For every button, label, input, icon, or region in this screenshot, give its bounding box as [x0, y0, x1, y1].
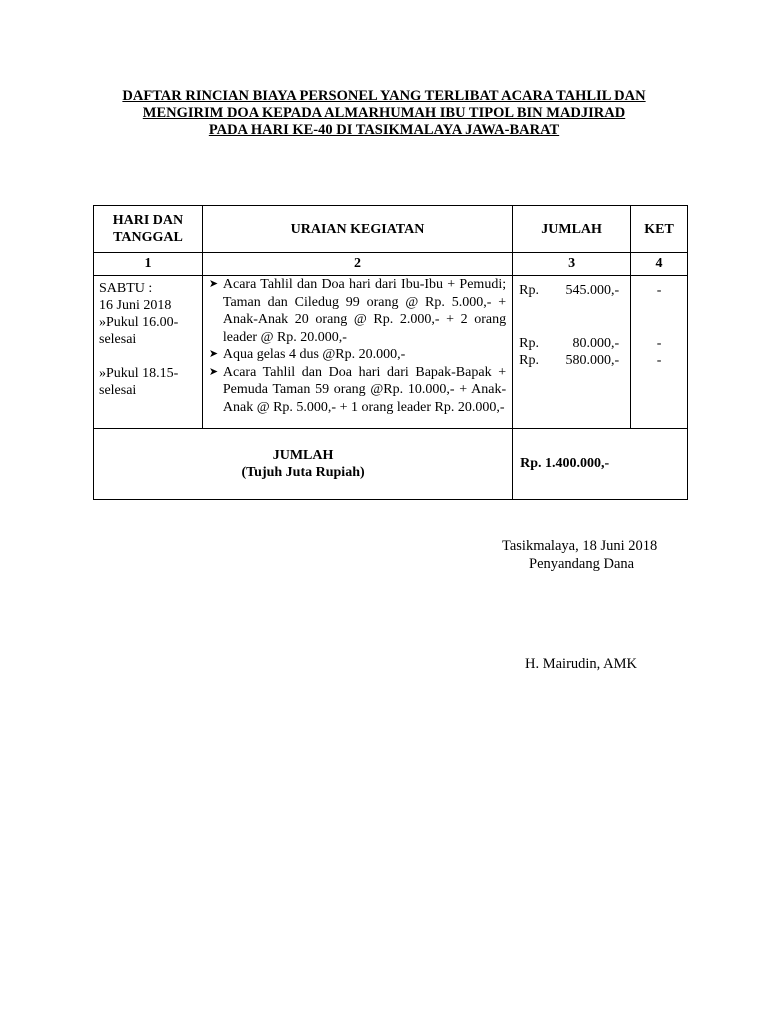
amount-value: 580.000,-: [565, 353, 620, 368]
arrow-bullet-icon: ➤: [208, 348, 219, 360]
arrow-bullet-icon: ➤: [208, 365, 219, 378]
currency-label: Rp.: [519, 283, 539, 298]
header-hari-tanggal: [94, 206, 203, 253]
item-text: Aqua gelas 4 dus @Rp. 20.000,-: [222, 347, 406, 362]
list-item: [209, 346, 506, 364]
document-title: [80, 88, 688, 139]
date-label: 16 Juni 2018: [99, 298, 172, 313]
header-hari: HARI DAN: [112, 213, 184, 228]
column-number-row: [94, 253, 688, 276]
day-label: SABTU :: [99, 281, 153, 296]
signature-place-date: Tasikmalaya, 18 Juni 2018: [502, 538, 658, 554]
header-ket: KET: [631, 206, 688, 253]
total-label-cell: [94, 429, 513, 500]
header-jumlah: JUMLAH: [513, 206, 631, 253]
amount-row: [519, 282, 619, 300]
amount-value: 80.000,-: [572, 335, 620, 351]
date-cell: [94, 276, 203, 429]
amount-row: [519, 335, 619, 353]
table-row: [94, 276, 688, 429]
ket-cell: [631, 276, 688, 429]
signature-name: H. Mairudin, AMK: [525, 656, 637, 672]
time-1-label: »Pukul 16.00-: [99, 315, 179, 330]
amount-value: 545.000,-: [565, 283, 620, 298]
currency-label: Rp.: [519, 353, 539, 368]
time-2-end: selesai: [99, 383, 137, 398]
cost-table: [93, 205, 688, 500]
amount-cell: [513, 276, 631, 429]
total-words: (Tujuh Juta Rupiah): [241, 465, 365, 480]
title-line-2: MENGIRIM DOA KEPADA ALMARHUMAH IBU TIPOL BIN MADJIRAD: [142, 105, 626, 121]
currency-label: Rp.: [519, 335, 539, 351]
list-item: [209, 364, 506, 417]
header-tanggal: TANGGAL: [113, 230, 183, 245]
ket-value: -: [656, 283, 662, 298]
title-line-3: PADA HARI KE-40 DI TASIKMALAYA JAWA-BARAT: [208, 122, 560, 138]
total-amount: Rp. 1.400.000,-: [513, 429, 688, 500]
list-item: [209, 276, 506, 346]
signature-role: Penyandang Dana: [529, 556, 635, 572]
item-text: Acara Tahlil dan Doa hari dari Bapak-Bapak + Pemuda Taman 59 orang @Rp. 10.000,- + Anak-Anak @ Rp. 5.000,- + 1 orang leader Rp. 20.000,-: [222, 364, 507, 415]
column-number: 4: [631, 253, 688, 276]
time-2-label: »Pukul 18.15-: [99, 366, 179, 381]
column-number: 1: [94, 253, 203, 276]
ket-value: -: [656, 335, 662, 351]
item-text: Acara Tahlil dan Doa hari dari Ibu-Ibu + Pemudi; Taman dan Ciledug 99 orang @ Rp. 5.000,- + Anak-Anak 20 orang @ Rp. 2.000,- + 2 orang leader @ Rp. 20.000,-: [222, 277, 507, 345]
total-label: JUMLAH: [272, 448, 334, 463]
title-line-1: DAFTAR RINCIAN BIAYA PERSONEL YANG TERLIBAT ACARA TAHLIL DAN: [122, 88, 646, 104]
column-number: 2: [202, 253, 512, 276]
column-number: 3: [513, 253, 631, 276]
amount-row: [519, 352, 619, 370]
header-uraian: URAIAN KEGIATAN: [202, 206, 512, 253]
total-row: [94, 429, 688, 500]
description-cell: [202, 276, 512, 429]
arrow-bullet-icon: ➤: [208, 278, 219, 290]
ket-value: -: [656, 353, 662, 368]
time-1-end: selesai: [99, 332, 137, 347]
table-header-row: [94, 206, 688, 253]
